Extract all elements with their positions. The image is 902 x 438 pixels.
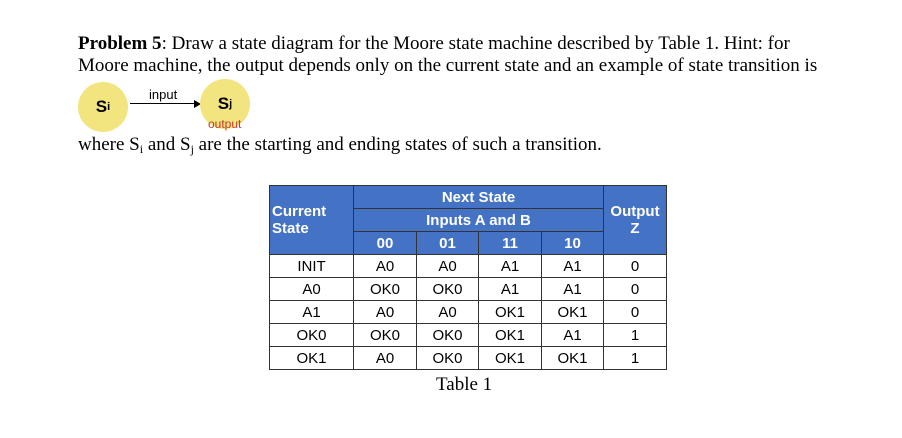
current-state-cell: OK1 bbox=[270, 347, 354, 370]
output-cell: 1 bbox=[604, 347, 667, 370]
table-caption: Table 1 bbox=[436, 374, 493, 395]
table-row bbox=[270, 255, 667, 278]
where-sub-i: i bbox=[139, 142, 144, 156]
output-cell: 0 bbox=[604, 255, 667, 278]
output-cell: 1 bbox=[604, 324, 667, 347]
state-si-circle: S i bbox=[78, 82, 128, 132]
next-state-cell: OK1 bbox=[479, 301, 542, 324]
where-prefix: where S bbox=[78, 134, 140, 155]
next-state-cell: A0 bbox=[354, 347, 417, 370]
next-state-cell: A0 bbox=[417, 301, 479, 324]
current-state-header-line1: Current bbox=[272, 203, 327, 220]
table-row bbox=[270, 347, 667, 370]
problem-line2: Moore machine, the output depends only on the current state and an example of state transition is bbox=[78, 55, 818, 76]
input-col-header: 11 bbox=[479, 232, 542, 255]
current-state-cell: OK0 bbox=[270, 324, 354, 347]
problem-label: Problem 5 bbox=[78, 33, 162, 54]
state-sj-label: S bbox=[217, 94, 230, 113]
output-header bbox=[604, 186, 667, 255]
state-table bbox=[269, 185, 667, 370]
next-state-header: Next State bbox=[354, 186, 604, 209]
where-suffix: are the starting and ending states of such a transition. bbox=[193, 134, 602, 155]
output-cell: 0 bbox=[604, 301, 667, 324]
table-row bbox=[270, 278, 667, 301]
where-sentence bbox=[78, 134, 602, 156]
state-sj-circle: S j bbox=[200, 79, 250, 129]
next-state-cell: OK1 bbox=[479, 347, 542, 370]
next-state-cell: OK0 bbox=[417, 347, 479, 370]
input-col-header: 10 bbox=[542, 232, 604, 255]
next-state-cell: OK1 bbox=[479, 324, 542, 347]
next-state-cell: A1 bbox=[542, 255, 604, 278]
current-state-header-line2: State bbox=[272, 220, 309, 237]
next-state-cell: OK0 bbox=[354, 324, 417, 347]
next-state-cell: A1 bbox=[542, 278, 604, 301]
next-state-cell: A1 bbox=[542, 324, 604, 347]
input-label: input bbox=[149, 87, 178, 102]
output-header-line1: Output bbox=[610, 203, 660, 220]
input-col-header: 00 bbox=[354, 232, 417, 255]
output-label: output bbox=[208, 117, 242, 131]
next-state-cell: A0 bbox=[354, 301, 417, 324]
next-state-cell: A1 bbox=[479, 255, 542, 278]
transition-arrow-line bbox=[130, 103, 196, 104]
where-sub-j: j bbox=[190, 142, 194, 156]
table-row bbox=[270, 324, 667, 347]
current-state-header bbox=[270, 186, 354, 255]
next-state-cell: A0 bbox=[417, 255, 479, 278]
output-cell: 0 bbox=[604, 278, 667, 301]
problem-line1: : Draw a state diagram for the Moore state machine described by Table 1. Hint: for bbox=[161, 33, 790, 54]
current-state-cell: A1 bbox=[270, 301, 354, 324]
state-si-label: S bbox=[95, 97, 108, 116]
table-row bbox=[270, 301, 667, 324]
current-state-cell: INIT bbox=[270, 255, 354, 278]
problem-statement bbox=[78, 33, 878, 77]
next-state-cell: OK0 bbox=[354, 278, 417, 301]
next-state-cell: OK0 bbox=[417, 324, 479, 347]
next-state-cell: OK1 bbox=[542, 301, 604, 324]
next-state-cell: OK1 bbox=[542, 347, 604, 370]
next-state-cell: A0 bbox=[354, 255, 417, 278]
inputs-header: Inputs A and B bbox=[354, 209, 604, 232]
where-mid: and S bbox=[143, 134, 191, 155]
current-state-cell: A0 bbox=[270, 278, 354, 301]
input-col-header: 01 bbox=[417, 232, 479, 255]
output-header-line2: Z bbox=[630, 220, 640, 237]
next-state-cell: A1 bbox=[479, 278, 542, 301]
next-state-cell: OK0 bbox=[417, 278, 479, 301]
